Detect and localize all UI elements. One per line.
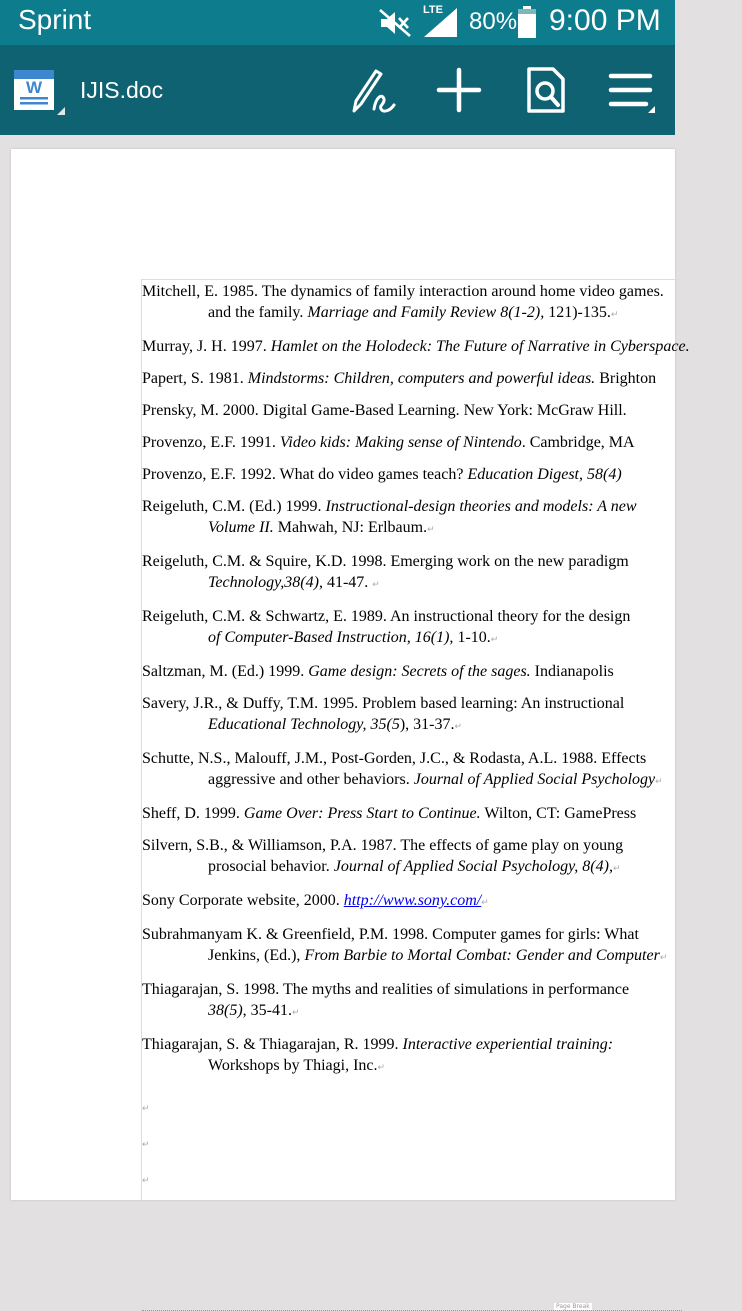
reference-text: Volume II.	[208, 519, 274, 536]
reference-text: Technology,38(4)	[208, 574, 319, 591]
page-break-label: Page Break	[556, 1303, 590, 1310]
reference-text: Saltzman, M. (Ed.) 1999.	[142, 663, 309, 680]
paragraph-mark: ↵	[427, 524, 435, 534]
paragraph-mark: ↵	[490, 634, 499, 644]
mute-icon	[378, 8, 412, 38]
reference-entry	[142, 661, 742, 693]
reference-text: Mahwah, NJ: Erlbaum.	[273, 519, 428, 536]
battery-icon	[518, 6, 536, 38]
reference-text: Reigeluth, C.M. & Schwartz, E. 1989. An instructional theory for the design	[142, 608, 631, 625]
paragraph-mark: ↵	[612, 863, 621, 873]
reference-text: Marriage and Family Review 8(1-2),	[307, 304, 545, 321]
reference-link[interactable]: http://www.sony.com/	[343, 892, 482, 909]
battery-percent: 80%	[469, 8, 518, 35]
reference-text: Provenzo, E.F. 1991.	[142, 434, 280, 451]
reference-text: Game design: Secrets of the sages.	[308, 663, 531, 680]
reference-text: ), 31-37.	[399, 716, 455, 733]
app-toolbar	[0, 45, 675, 135]
reference-text: and the family.	[208, 304, 308, 321]
file-name: IJIS.doc	[80, 77, 164, 103]
reference-text: Educational Technology, 35(5	[208, 716, 400, 733]
reference-text: 121)-135.	[544, 304, 611, 321]
paragraph-mark: ↵	[659, 952, 668, 962]
reference-text: Jenkins, (Ed.),	[208, 947, 305, 964]
word-doc-icon[interactable]	[13, 69, 65, 115]
reference-entry	[142, 496, 742, 551]
reference-entry	[142, 835, 742, 890]
reference-text: , 41-47.	[318, 574, 373, 591]
reference-text: prosocial behavior.	[208, 858, 334, 875]
paragraph-mark: ↵	[291, 1007, 300, 1017]
reference-text: 1-10.	[453, 629, 491, 646]
reference-text: Papert, S. 1981.	[142, 370, 248, 387]
reference-text: Instructional-design theories and models: A new	[325, 498, 637, 515]
clock: 9:00 PM	[549, 4, 661, 37]
reference-entry	[142, 748, 742, 803]
reference-entry	[142, 606, 742, 661]
carrier-name: Sprint	[18, 4, 92, 35]
empty-paragraph: ↵	[142, 1103, 150, 1113]
reference-text: Murray, J. H. 1997.	[142, 338, 271, 355]
reference-text: Provenzo, E.F. 1992. What do video games teach?	[142, 466, 468, 483]
reference-entry	[142, 464, 742, 496]
reference-entry	[142, 551, 742, 606]
reference-text: Video kids: Making sense of Nintendo	[279, 434, 522, 451]
reference-entry	[142, 693, 742, 748]
reference-text: Reigeluth, C.M. & Squire, K.D. 1998. Emerging work on the new paradigm	[142, 553, 629, 570]
paragraph-mark: ↵	[454, 721, 463, 731]
reference-text: Mindstorms: Children, computers and powerful ideas.	[247, 370, 596, 387]
reference-text: Subrahmanyam K. & Greenfield, P.M. 1998. Computer games for girls: What	[142, 926, 639, 943]
menu-icon[interactable]	[606, 65, 656, 115]
network-type: LTE	[423, 4, 443, 16]
reference-text: Sheff, D. 1999.	[142, 805, 244, 822]
empty-paragraph: ↵	[142, 1175, 150, 1185]
status-bar	[0, 0, 675, 45]
reference-entry	[142, 979, 742, 1034]
reference-text: Silvern, S.B., & Williamson, P.A. 1987. The effects of game play on young	[142, 837, 624, 854]
reference-text: Reigeluth, C.M. (Ed.) 1999.	[142, 498, 326, 515]
plus-icon[interactable]	[434, 65, 484, 115]
reference-text: . Cambridge, MA	[521, 434, 635, 451]
paragraph-mark: ↵	[372, 579, 380, 589]
reference-entry	[142, 924, 742, 979]
find-icon[interactable]	[521, 65, 571, 115]
document-viewport[interactable]	[0, 135, 690, 1310]
reference-entry	[142, 803, 742, 835]
reference-text: Schutte, N.S., Malouff, J.M., Post-Gorden, J.C., & Rodasta, A.L. 1988. Effects	[142, 750, 647, 767]
reference-text: Brighton	[595, 370, 657, 387]
reference-text: Journal of Applied Social Psychology, 8(4),	[333, 858, 613, 875]
reference-text: Interactive experiential training:	[402, 1036, 614, 1053]
reference-entry	[142, 890, 742, 924]
svg-text:W: W	[25, 78, 43, 97]
paragraph-mark: ↵	[481, 897, 489, 907]
reference-text: Sony Corporate website, 2000.	[142, 892, 344, 909]
reference-text: 38(5)	[208, 1002, 243, 1019]
pen-icon[interactable]	[348, 65, 398, 115]
text-frame	[141, 279, 690, 1310]
reference-text: Hamlet on the Holodeck: The Future of Narrative in Cyberspace.	[270, 338, 690, 355]
reference-text: Mitchell, E. 1985. The dynamics of family interaction around home video games.	[142, 283, 664, 300]
reference-entry	[142, 432, 742, 464]
reference-text: Workshops by Thiagi, Inc.	[208, 1057, 378, 1074]
paragraph-mark: ↵	[655, 776, 663, 786]
reference-text: Indianapolis	[530, 663, 614, 680]
reference-entry	[142, 1034, 742, 1089]
reference-entry	[142, 336, 742, 368]
reference-entry	[142, 400, 742, 432]
signal-icon	[422, 6, 458, 38]
paragraph-mark: ↵	[377, 1062, 386, 1072]
reference-text: Education Digest, 58(4)	[467, 466, 622, 483]
reference-text: Thiagarajan, S. 1998. The myths and realities of simulations in performance	[142, 981, 630, 998]
empty-paragraph: ↵	[142, 1139, 150, 1149]
reference-entry	[142, 281, 742, 336]
reference-text: Thiagarajan, S. & Thiagarajan, R. 1999.	[142, 1036, 403, 1053]
reference-text: Savery, J.R., & Duffy, T.M. 1995. Problem based learning: An instructional	[142, 695, 625, 712]
reference-text: Journal of Applied Social Psychology	[413, 771, 656, 788]
paragraph-mark: ↵	[610, 309, 619, 319]
document-page[interactable]	[11, 149, 690, 1310]
reference-list	[142, 281, 742, 1197]
reference-text: Wilton, CT: GamePress	[480, 805, 637, 822]
reference-text: From Barbie to Mortal Combat: Gender and Computer	[304, 947, 660, 964]
reference-text: of Computer-Based Instruction, 16(1),	[208, 629, 454, 646]
reference-text: Game Over: Press Start to Continue.	[243, 805, 481, 822]
reference-text: aggressive and other behaviors.	[208, 771, 414, 788]
reference-text: , 35-41.	[242, 1002, 292, 1019]
reference-text: Prensky, M. 2000. Digital Game-Based Learning. New York: McGraw Hill.	[142, 402, 627, 419]
reference-entry	[142, 368, 742, 400]
